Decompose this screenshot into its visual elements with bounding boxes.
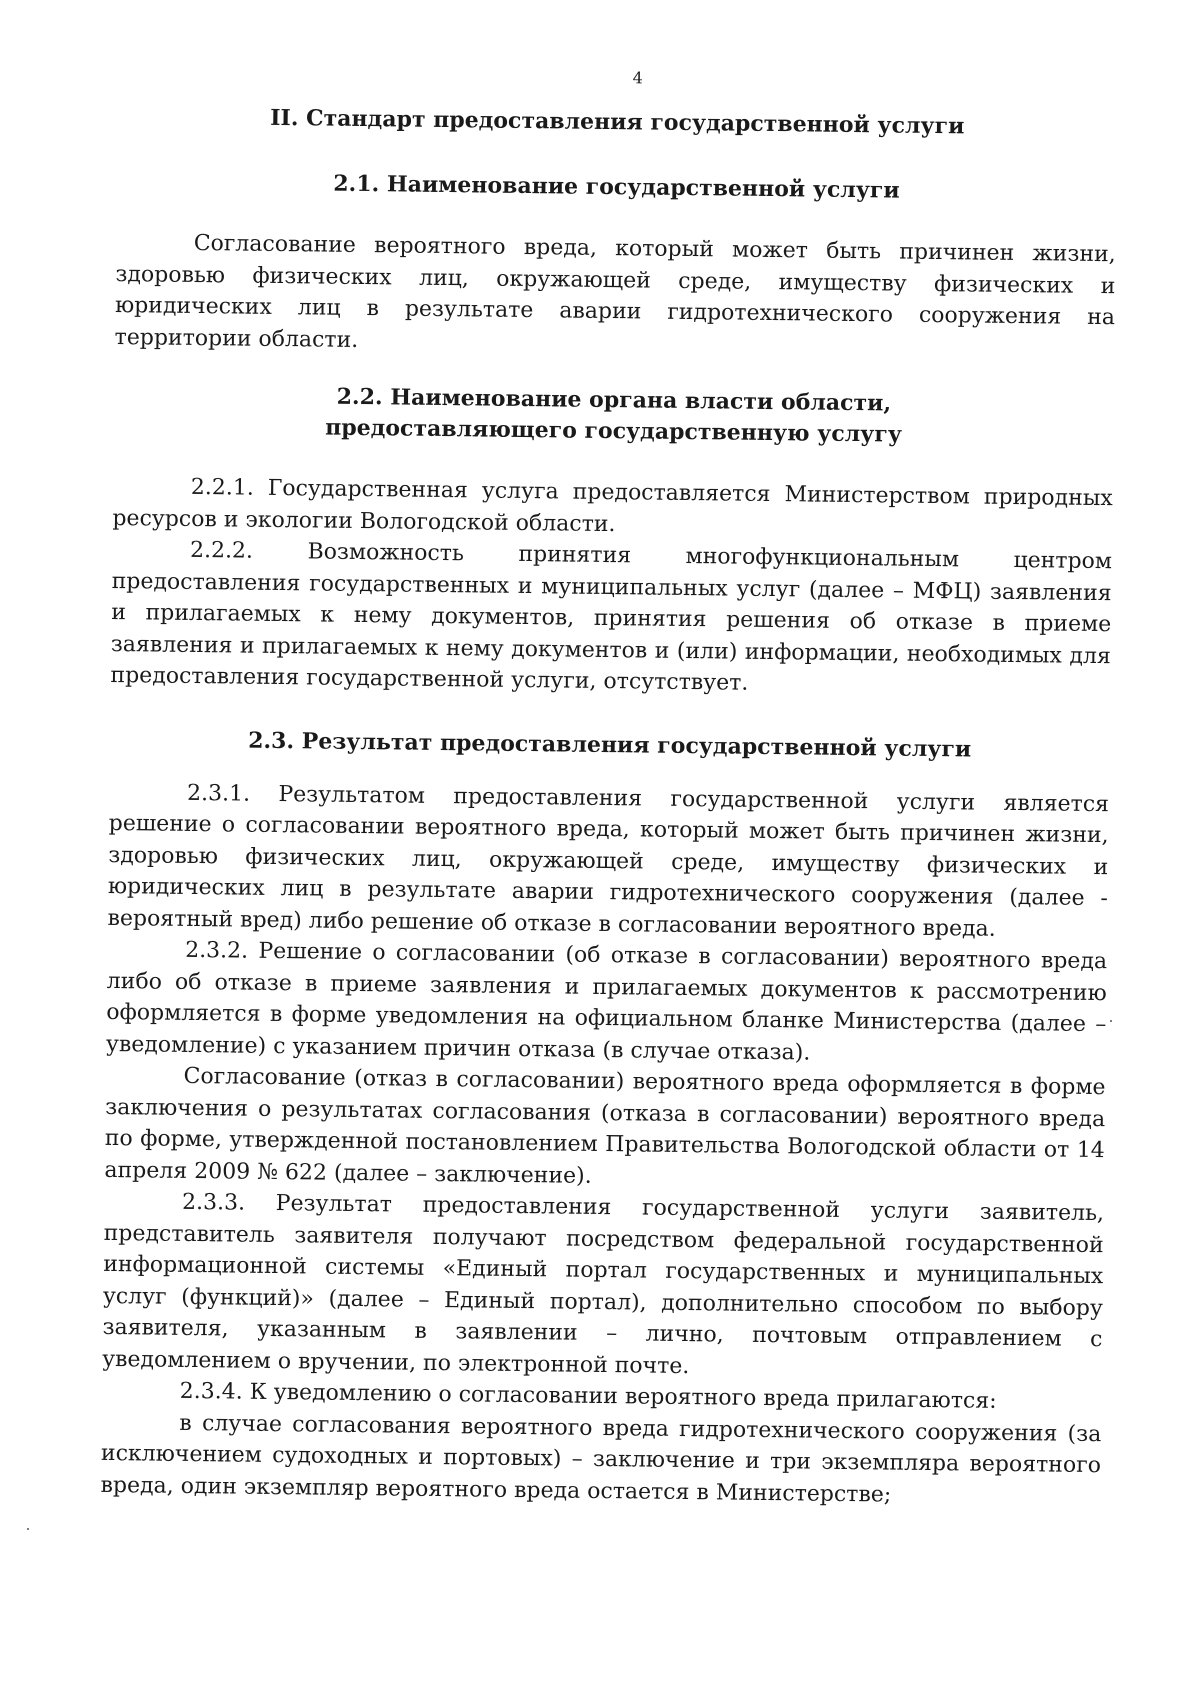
heading-2-2-line1: 2.2. Наименование органа власти области,	[336, 383, 892, 417]
page-number: 4	[632, 68, 644, 88]
paragraph-2-3-3: 2.3.3. Результат предоставления государственной услуги заявитель, представитель заявителя получают посредством федеральной государственной информационной системы «Единый портал государственных и муниципальных услуг (функций)» (далее – Единый портал), дополнительно способом по выбору заявителя, указанным в заявлении – лично, почтовым отправлением с уведомлением о вручении, по электронной почте.	[102, 1189, 1105, 1379]
heading-2-2-line2: предоставляющего государственную услугу	[325, 414, 903, 448]
paragraph-2-2-2: 2.2.2. Возможность принятия многофункциональным центром предоставления государственных и муниципальных услуг (далее – МФЦ) заявления и прилагаемых к нему документов, принятия решения об отказе в приеме заявления и прилагаемых к нему документов и (или) информации, необходимых для предоставления государственной услуги, отсутствует.	[110, 537, 1113, 696]
scan-speck	[27, 1528, 29, 1530]
heading-2-1: 2.1. Наименование государственной услуги	[333, 170, 900, 204]
heading-2-3: 2.3. Результат предоставления государственной услуги	[248, 727, 972, 762]
paragraph-2-3-1: 2.3.1. Результатом предоставления государственной услуги является решение о согласовании вероятного вреда, который может быть причинен жизни, здоровью физических лиц, окружающей среде, имуществу физических и юридических лиц в результате аварии гидротехнического сооружения (далее - вероятный вред) либо решение об отказе в согласовании вероятного вреда.	[107, 780, 1110, 942]
paragraph-2-3-2: 2.3.2. Решение о согласовании (об отказе в согласовании) вероятного вреда либо об отказе в приеме заявления и прилагаемых документов к рассмотрению оформляется в форме уведомления на официальном бланке Министерства (далее – уведомление) с указанием причин отказа (в случае отказа).	[105, 937, 1108, 1066]
paragraph-service-name: Согласование вероятного вреда, который может быть причинен жизни, здоровью физических лиц, окружающей среде, имуществу физических и юридических лиц в результате аварии гидротехнического сооружения на территории области.	[114, 230, 1116, 353]
paragraph-2-3-2-conclusion: Согласование (отказ в согласовании) вероятного вреда оформляется в форме заключения о результатах согласования (отказа в согласовании) вероятного вреда по форме, утвержденной постановлением Правительства Вологодской области от 14 апреля 2009 № 622 (далее – заключение).	[104, 1063, 1106, 1189]
paragraph-2-2-1: 2.2.1. Государственная услуга предоставляется Министерством природных ресурсов и экологии Вологодской области.	[112, 474, 1113, 537]
document-body	[100, 62, 1118, 1513]
paragraph-2-3-4: 2.3.4. К уведомлению о согласовании вероятного вреда прилагаются:	[179, 1378, 997, 1414]
paragraph-2-3-4-item: в случае согласования вероятного вреда гидротехнического сооружения (за исключением судоходных и портовых) – заключение и три экземпляра вероятного вреда, один экземпляр вероятного вреда остается в Министерстве;	[100, 1410, 1102, 1508]
section-heading: II. Стандарт предоставления государственной услуги	[270, 104, 965, 140]
scan-speck	[1110, 1020, 1112, 1022]
